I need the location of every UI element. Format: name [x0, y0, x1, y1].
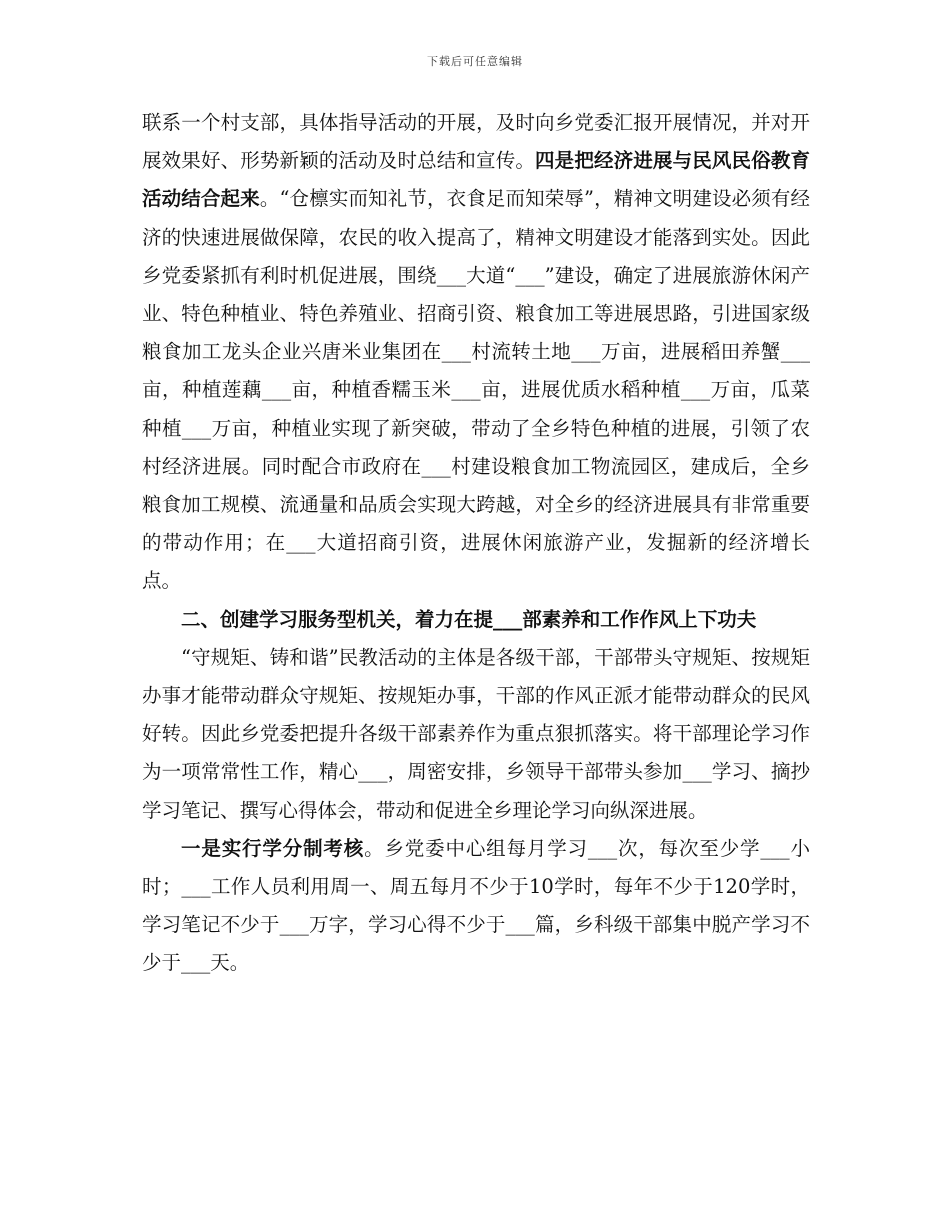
- paragraph-cadre-quality: “守规矩、铸和谐”民教活动的主体是各级干部，干部带头守规矩、按规矩办事才能带动群众守规矩、按规矩办事，干部的作风正派才能带动群众的民风好转。因此乡党委把提升各级干部素养作为重点狠抓落实。将干部理论学习作为一项常常性工作，精心___，周密安排，乡领导干部带头参加___学习、摘抄学习笔记、撰写心得体会，带动和促进全乡理论学习向纵深进展。: [142, 645, 810, 822]
- section-heading-two: 二、创建学习服务型机关，着力在提___部素养和工作作风上下功夫: [181, 607, 757, 631]
- document-body: [142, 104, 810, 983]
- bold-point-four: 四是把经济进展与民风民俗教育活动结合起来: [142, 149, 810, 211]
- paragraph-economy: [142, 104, 810, 601]
- bold-point-one: 一是实行学分制考核: [181, 836, 365, 860]
- paragraph-text: 。乡党委中心组每月学习___次，每次至少学___小时；___工作人员利用周一、周五每月不少于10学时，每年不少于120学时，学习笔记不少于___万字，学习心得不少于___篇，乡科级干部集中脱产学习不少于___天。: [142, 836, 810, 975]
- page-header: 下载后可任意编辑: [427, 55, 523, 68]
- paragraph-credit-assessment: [142, 830, 810, 983]
- paragraph-text: 。“仓檩实而知礼节，衣食足而知荣辱”，精神文明建设必须有经济的快速进展做保障，农民的收入提高了，精神文明建设才能落到实处。因此乡党委紧抓有利时机促进展，围绕___大道“___”建设，确定了进展旅游休闲产业、特色种植业、特色养殖业、招商引资、粮食加工等进展思路，引进国家级粮食加工龙头企业兴唐米业集团在___村流转土地___万亩，进展稻田养蟹___亩，种植莲藕___亩，种植香糯玉米___亩，进展优质水稻种植___万亩，瓜菜种植___万亩，种植业实现了新突破，带动了全乡特色种植的进展，引领了农村经济进展。同时配合市政府在___村建设粮食加工物流园区，建成后，全乡粮食加工规模、流通量和品质会实现大跨越，对全乡的经济进展具有非常重要的带动作用；在___大道招商引资，进展休闲旅游产业，发掘新的经济增长点。: [142, 187, 810, 593]
- paragraph-text: 联系一个村支部，具体指导活动的开展，及时向乡党委汇报开展情况，并对开展效果好、形势新颖的活动及时总结和宣传。: [142, 111, 810, 173]
